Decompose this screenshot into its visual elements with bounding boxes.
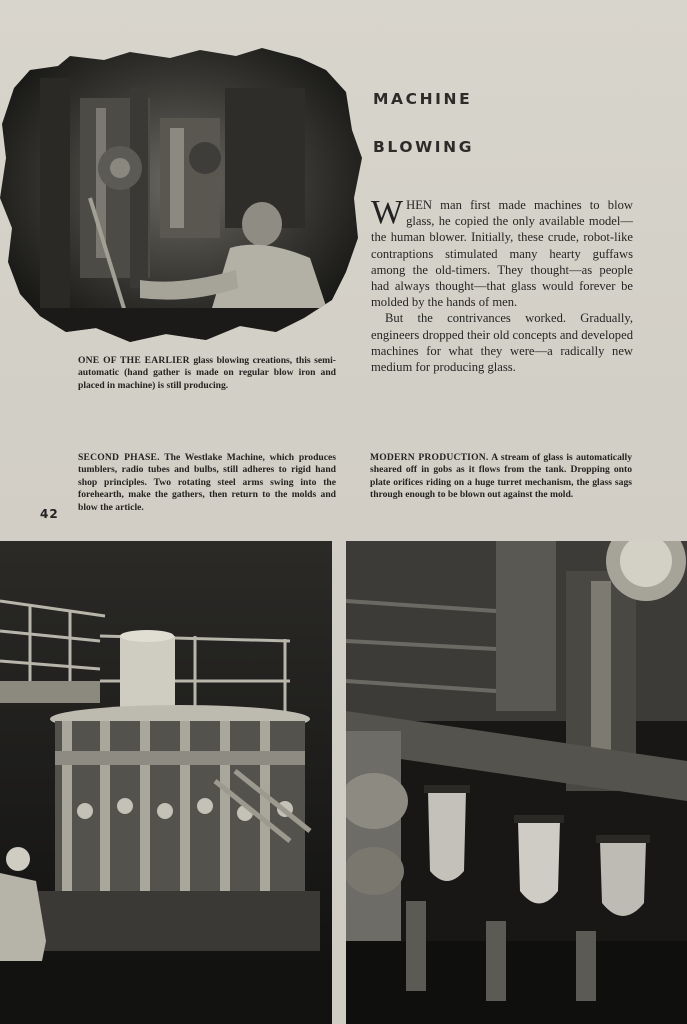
- article-title-line2: BLOWING: [373, 138, 475, 156]
- drop-cap: W: [371, 194, 404, 231]
- caption-lead: MODERN PRODUCTION.: [370, 452, 489, 463]
- caption-modern-production: [370, 452, 632, 502]
- caption-second-phase: [78, 452, 336, 514]
- caption-text: glass blowing creations, this semi-automatic (hand gather is made on regular blow iron and placed in machine) is still producing.: [78, 355, 336, 391]
- paragraph-1-text: HEN man first made machines to blow glass, he copied the only available model—the human blower. Initially, these crude, robot-like contraptions stimulated many hearty guffaws among the old-timers. They thought—as people had always thought—that glass would forever be molded by the hands of men.: [371, 198, 633, 310]
- caption-lead: ONE OF THE EARLIER: [78, 355, 190, 366]
- page-number: 42: [40, 507, 59, 521]
- caption-text: The Westlake Machine, which produces tumblers, radio tubes and bulbs, still adheres to rigid hand shop principles. Two rotating steel arms swing into the forehearth, make the gathers, then return to the molds and blow the article.: [78, 452, 336, 513]
- article-paragraph-2: But the contrivances worked. Gradually, engineers dropped their old concepts and developed machines for what they were—a radically new medium for producing glass.: [371, 311, 633, 375]
- photo-semi-automatic-machine: [0, 48, 362, 348]
- caption-lead: SECOND PHASE.: [78, 452, 160, 463]
- photo-modern-production: [346, 541, 687, 1024]
- article-title-line1: MACHINE: [373, 90, 473, 108]
- photo-westlake-machine: [0, 541, 332, 1024]
- caption-text: A stream of glass is automatically sheared off in gobs as it flows from the tank. Dropping onto plate orifices riding on a huge turret mechanism, the glass sags through enough to be blown out against the mold.: [370, 452, 632, 501]
- article-paragraph-1: [371, 194, 633, 310]
- caption-earlier-machine: [78, 355, 336, 392]
- article-body: [371, 194, 633, 375]
